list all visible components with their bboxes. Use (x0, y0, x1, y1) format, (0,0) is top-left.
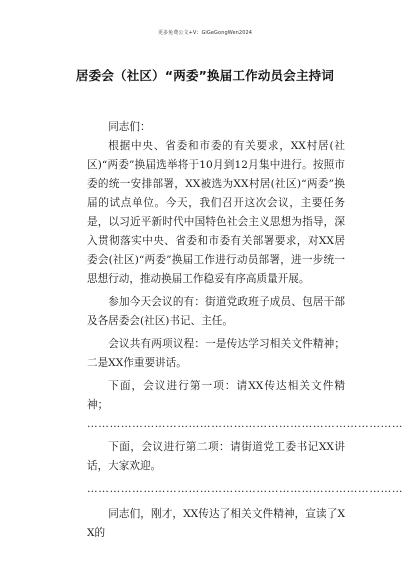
paragraph-agenda: 会议共有两项议程：一是传达学习相关文件精神；二是XX作重要讲话。 (87, 338, 345, 369)
paragraph-item-one: 下面，会议进行第一项：请XX传达相关文件精神； (87, 380, 345, 411)
salutation: 同志们： (108, 121, 151, 133)
separator-dots: ………………………………………………………………………… (87, 418, 404, 430)
separator-dots: ………………………………………………………………………… (87, 483, 404, 495)
paragraph-item-two: 下面，会议进行第二项：请街道党工委书记XX讲话，大家欢迎。 (87, 441, 345, 472)
paragraph-closing: 同志们，刚才，XX传达了相关文件精神，宣读了XX的 (87, 508, 345, 539)
header-note: 更多免费公文+V：GiGeGongWen2024 (157, 30, 253, 36)
paragraph-intro: 根据中央、省委和市委的有关要求，XX村居(社区)“两委”换届选举将于10月到12月集中进行。按照市委的统一安排部署，XX被选为XX村居(社区)“两委”换届的试点单位。今天，我们召开这次会议，主要任务是，以习近平新时代中国特色社会主义思想为指导，深入贯彻落实中央、省委和市委有关部署要求，对XX居委会(社区)“两委”换届工作进行动员部署，进一步统一思想行动，推动换届工作稳妥有序高质量开展。 (87, 140, 345, 285)
paragraph-attendees: 参加今天会议的有：街道党政班子成员、包居干部及各居委会(社区)书记、主任。 (87, 296, 345, 327)
document-body (87, 118, 404, 543)
document-title: 居委会（社区）“两委”换届工作动员会主持词 (75, 68, 335, 83)
